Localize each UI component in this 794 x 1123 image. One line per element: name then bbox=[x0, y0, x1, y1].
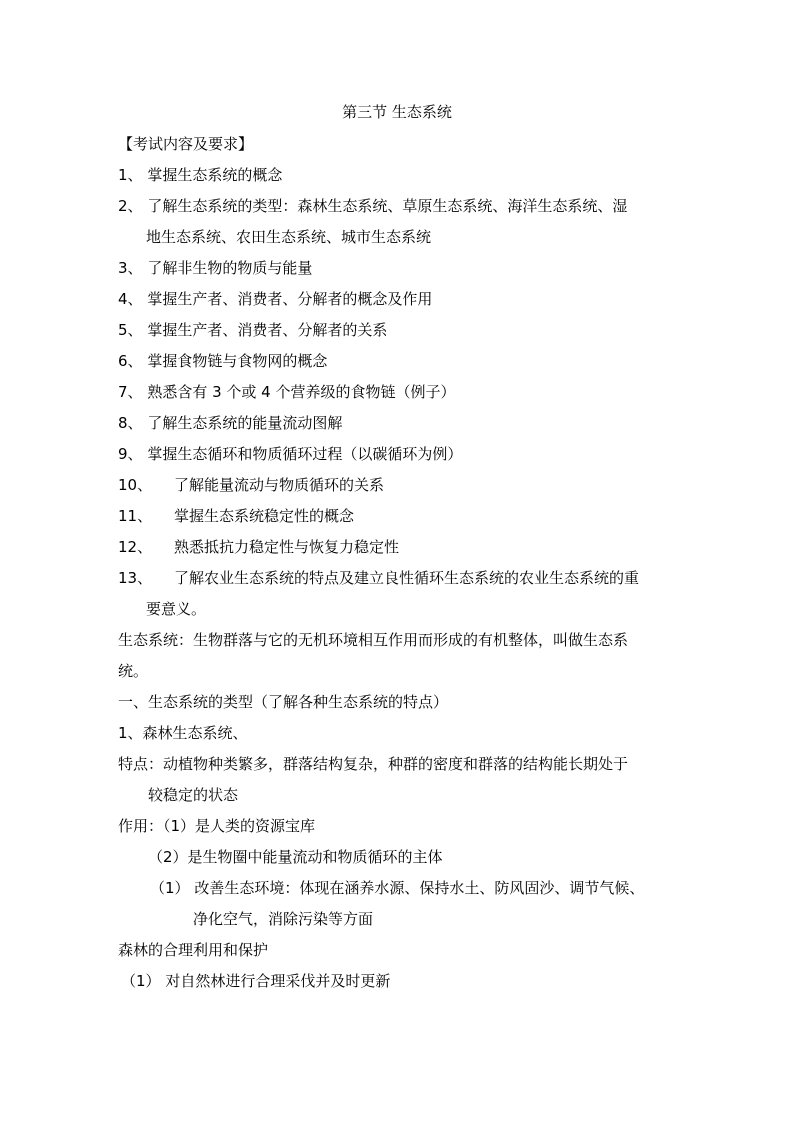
use-item-number: （1） bbox=[121, 972, 161, 990]
requirement-text: 了解农业生态系统的特点及建立良性循环生态系统的农业生态系统的重 bbox=[174, 569, 640, 587]
requirement-number: 4、 bbox=[118, 290, 143, 308]
requirement-text: 熟悉含有 3 个或 4 个营养级的食物链（例子） bbox=[142, 383, 456, 401]
requirement-text: 熟悉抵抗力稳定性与恢复力稳定性 bbox=[174, 538, 400, 556]
feature-line: 特点：动植物种类繁多，群落结构复杂，种群的密度和群落的结构能长期处于 bbox=[118, 755, 629, 773]
requirement-item bbox=[118, 191, 678, 222]
requirement-item bbox=[118, 253, 678, 284]
requirement-text: 掌握食物链与食物网的概念 bbox=[142, 352, 328, 370]
definition-line: 生态系统：生物群落与它的无机环境相互作用而形成的有机整体，叫做生态系 bbox=[118, 631, 629, 649]
requirement-item bbox=[118, 346, 678, 377]
requirement-text: 掌握生产者、消费者、分解者的概念及作用 bbox=[142, 290, 433, 308]
requirement-item bbox=[118, 408, 678, 439]
requirement-number: 10、 bbox=[118, 476, 153, 494]
requirement-number: 3、 bbox=[118, 259, 143, 277]
definition-line: 统。 bbox=[118, 662, 149, 680]
requirement-item bbox=[118, 563, 678, 594]
subsection-heading: 1、森林生态系统、 bbox=[118, 724, 248, 742]
requirement-number: 6、 bbox=[118, 352, 143, 370]
requirement-text: 了解生态系统的类型：森林生态系统、草原生态系统、海洋生态系统、湿 bbox=[142, 197, 628, 215]
role-line: 作用：（1）是人类的资源宝库 bbox=[118, 817, 316, 835]
role-line bbox=[118, 873, 678, 904]
section-heading: 一、生态系统的类型（了解各种生态系统的特点） bbox=[118, 693, 449, 711]
subsection-heading: 森林的合理利用和保护 bbox=[118, 941, 269, 959]
requirements-heading: 【考试内容及要求】 bbox=[118, 135, 254, 153]
use-item bbox=[118, 966, 678, 997]
requirement-item bbox=[118, 532, 678, 563]
role-line: 净化空气，消除污染等方面 bbox=[193, 910, 374, 928]
role-item-number: （1） bbox=[150, 879, 190, 897]
requirement-text: 掌握生态循环和物质循环过程（以碳循环为例） bbox=[142, 445, 463, 463]
requirement-number: 7、 bbox=[118, 383, 143, 401]
requirement-number: 9、 bbox=[118, 445, 143, 463]
feature-line: 较稳定的状态 bbox=[148, 786, 239, 804]
requirement-text: 了解非生物的物质与能量 bbox=[142, 259, 313, 277]
requirement-item bbox=[118, 470, 678, 501]
requirement-number: 1、 bbox=[118, 166, 143, 184]
section-title: 第三节 生态系统 bbox=[342, 103, 452, 121]
document-body bbox=[118, 129, 678, 997]
requirement-continuation: 地生态系统、农田生态系统、城市生态系统 bbox=[146, 228, 432, 246]
role-line: （2）是生物圈中能量流动和物质循环的主体 bbox=[148, 848, 443, 866]
requirement-text: 掌握生态系统的概念 bbox=[142, 166, 283, 184]
role-item-text: 改善生态环境：体现在涵养水源、保持水土、防风固沙、调节气候、 bbox=[189, 879, 645, 897]
requirement-number: 2、 bbox=[118, 197, 143, 215]
requirement-text: 掌握生产者、消费者、分解者的关系 bbox=[142, 321, 388, 339]
requirement-number: 5、 bbox=[118, 321, 143, 339]
requirement-text: 了解生态系统的能量流动图解 bbox=[142, 414, 343, 432]
use-item-text: 对自然林进行合理采伐并及时更新 bbox=[160, 972, 391, 990]
requirement-item bbox=[118, 284, 678, 315]
requirement-item bbox=[118, 160, 678, 191]
requirement-text: 掌握生态系统稳定性的概念 bbox=[174, 507, 355, 525]
requirement-number: 11、 bbox=[118, 507, 153, 525]
requirement-number: 13、 bbox=[118, 569, 153, 587]
requirement-number: 8、 bbox=[118, 414, 143, 432]
requirement-item bbox=[118, 439, 678, 470]
requirement-number: 12、 bbox=[118, 538, 153, 556]
requirement-text: 了解能量流动与物质循环的关系 bbox=[174, 476, 385, 494]
requirement-item bbox=[118, 315, 678, 346]
requirement-item bbox=[118, 377, 678, 408]
requirement-continuation: 要意义。 bbox=[146, 600, 207, 618]
requirement-item bbox=[118, 501, 678, 532]
